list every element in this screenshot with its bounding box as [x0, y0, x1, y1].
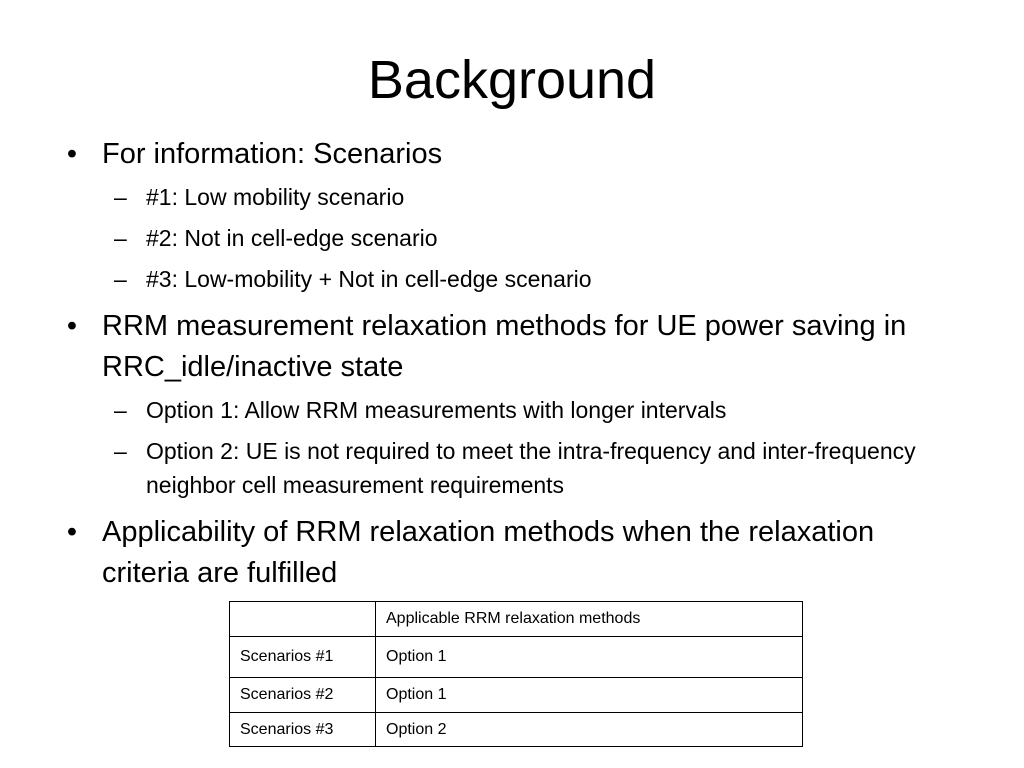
table-cell: Scenarios #1	[230, 637, 376, 678]
table-header-cell: Applicable RRM relaxation methods	[376, 602, 803, 637]
bullet-item	[66, 134, 982, 175]
table-row	[230, 678, 803, 713]
sub-bullet-item	[114, 434, 936, 502]
dash-symbol: –	[114, 225, 127, 251]
sub-bullet-text: Option 1: Allow RRM measurements with longer intervals	[146, 397, 727, 423]
slide-title: Background	[367, 50, 657, 110]
bullet-symbol: •	[66, 516, 78, 548]
sub-bullet-item	[114, 393, 946, 427]
dash-symbol: –	[114, 397, 127, 423]
table-cell: Option 1	[376, 637, 803, 678]
sub-bullet-text: #3: Low-mobility + Not in cell-edge scenario	[146, 266, 592, 292]
bullet-text: Applicability of RRM relaxation methods when the relaxation criteria are fulfilled	[102, 516, 875, 589]
bullet-symbol: •	[66, 310, 78, 342]
table-header-row	[230, 602, 803, 637]
bullet-symbol: •	[66, 138, 78, 170]
table-header-cell	[230, 602, 376, 637]
sub-bullet-text: Option 2: UE is not required to meet the intra-frequency and inter-frequency neighbor cell measurement requirements	[146, 438, 916, 498]
bullet-text: RRM measurement relaxation methods for UE power saving in RRC_idle/inactive state	[102, 310, 907, 383]
dash-symbol: –	[114, 184, 127, 210]
table-cell: Scenarios #3	[230, 713, 376, 747]
dash-symbol: –	[114, 438, 127, 464]
sub-bullet-item	[114, 180, 946, 214]
table-row	[230, 637, 803, 678]
sub-bullet-text: #1: Low mobility scenario	[146, 184, 405, 210]
bullet-text: For information: Scenarios	[102, 138, 443, 170]
bullet-item	[66, 306, 982, 388]
bullet-item	[66, 512, 962, 594]
sub-bullet-item	[114, 262, 946, 296]
table-cell: Scenarios #2	[230, 678, 376, 713]
table-cell: Option 2	[376, 713, 803, 747]
dash-symbol: –	[114, 266, 127, 292]
relaxation-table	[229, 601, 803, 747]
table-row	[230, 713, 803, 747]
sub-bullet-item	[114, 221, 946, 255]
table-cell: Option 1	[376, 678, 803, 713]
sub-bullet-text: #2: Not in cell-edge scenario	[146, 225, 438, 251]
